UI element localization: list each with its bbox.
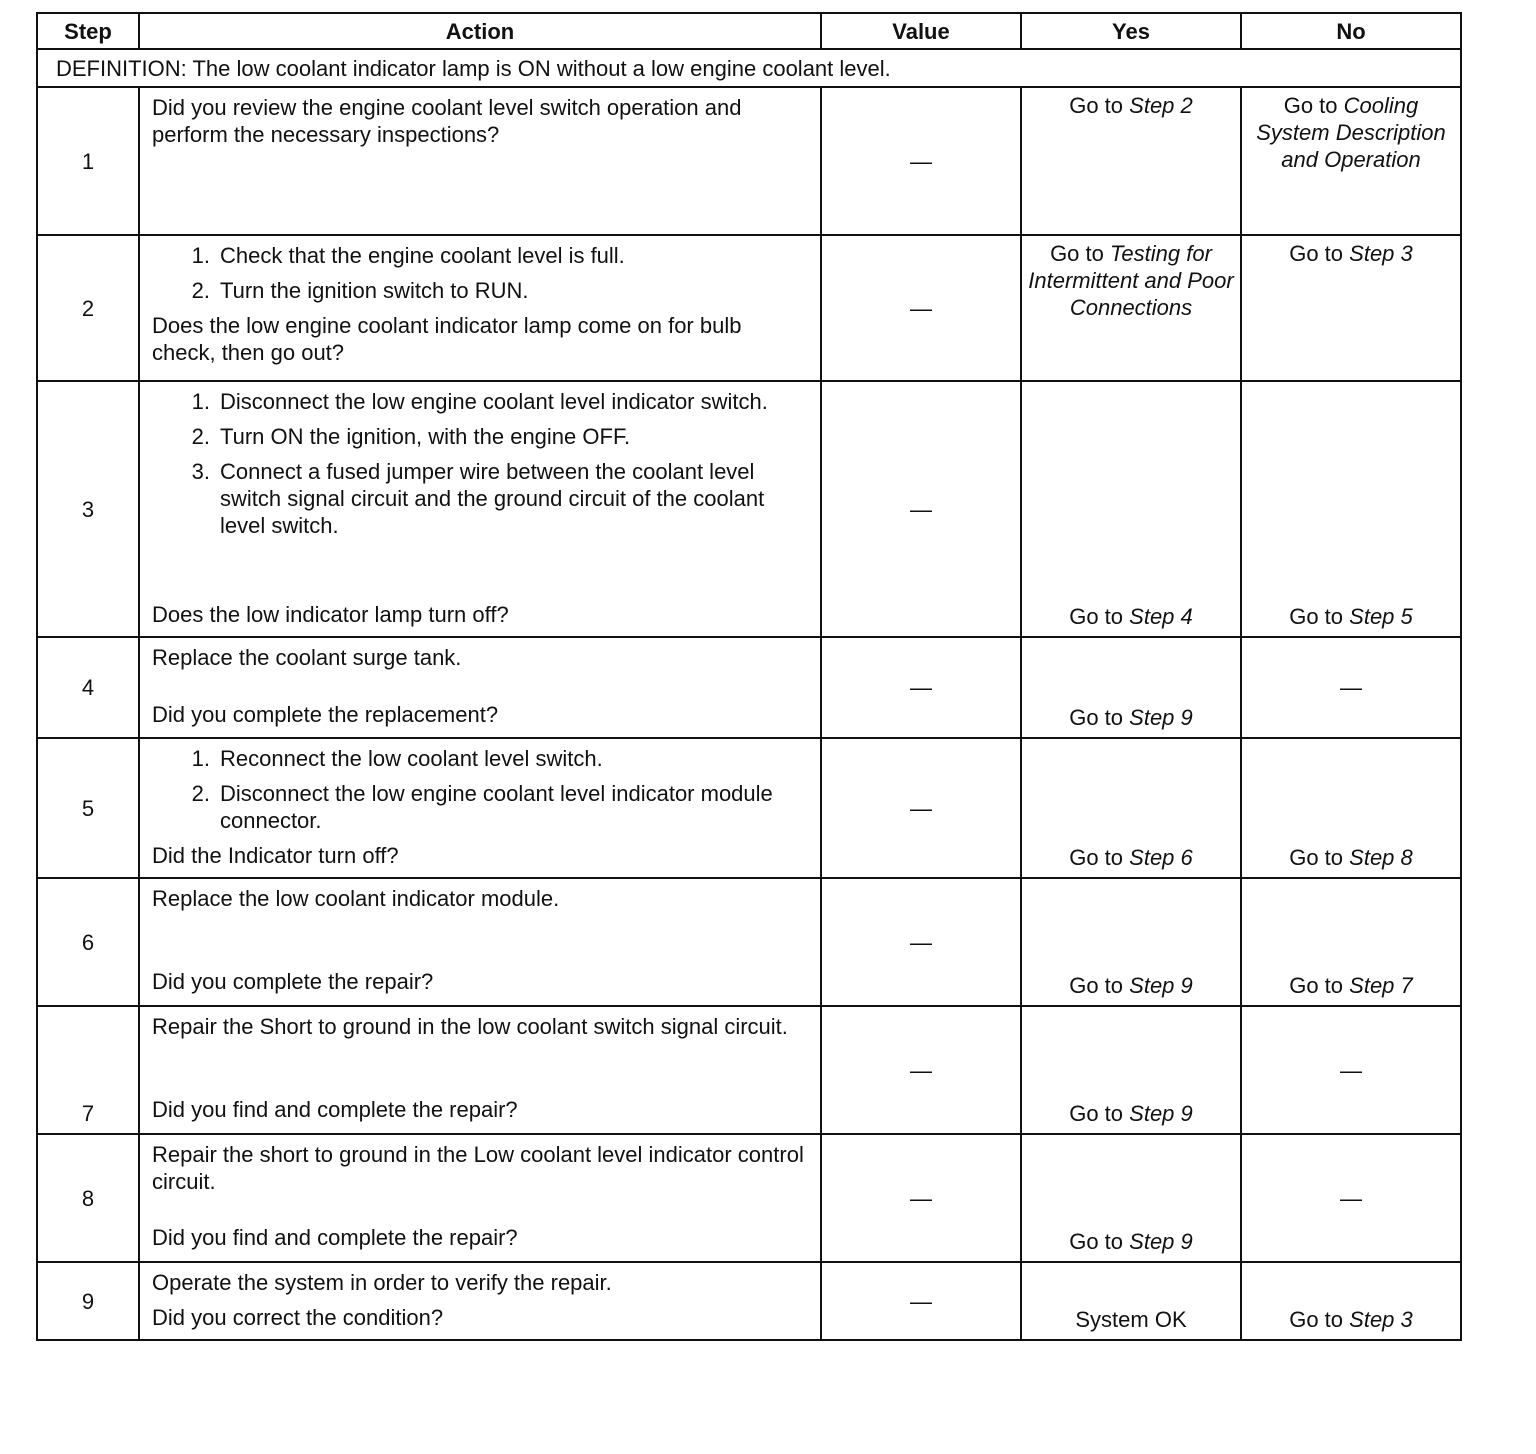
table-row xyxy=(37,235,1461,381)
action-cell xyxy=(139,878,821,1006)
header-row xyxy=(37,13,1461,49)
yes-cell xyxy=(1021,878,1241,1006)
step-number: 8 xyxy=(37,1134,139,1262)
yes-cell xyxy=(1021,1006,1241,1134)
action-question: Did you find and complete the repair? xyxy=(152,1225,518,1250)
action-instruction: Repair the short to ground in the Low coolant level indicator control circuit. xyxy=(152,1142,804,1194)
action-question: Did you find and complete the repair? xyxy=(152,1097,518,1122)
no-cell: — xyxy=(1241,637,1461,738)
action-step-item: 2. Disconnect the low engine coolant level indicator module connector. xyxy=(191,781,773,833)
value-cell: — xyxy=(821,235,1021,381)
action-question: Did you complete the repair? xyxy=(152,969,434,994)
action-cell xyxy=(139,738,821,878)
goto-label: Go to xyxy=(1069,93,1124,118)
no-link[interactable]: Step 7 xyxy=(1349,973,1413,998)
table-row xyxy=(37,1262,1461,1340)
header-step: Step xyxy=(37,13,139,49)
goto-label: Go to xyxy=(1283,93,1338,118)
definition-text: DEFINITION: The low coolant indicator lamp is ON without a low engine coolant level. xyxy=(37,49,1461,87)
no-link[interactable]: Step 3 xyxy=(1349,1307,1413,1332)
table-row xyxy=(37,637,1461,738)
action-cell xyxy=(139,235,821,381)
table-row xyxy=(37,381,1461,637)
yes-link[interactable]: Testing for Intermittent and Poor Connections xyxy=(1028,241,1234,320)
yes-result: System OK xyxy=(1075,1307,1187,1332)
step-number: 1 xyxy=(37,87,139,235)
action-question: Does the low engine coolant indicator lamp come on for bulb check, then go out? xyxy=(152,313,742,365)
yes-link[interactable]: Step 2 xyxy=(1129,93,1193,118)
table-row xyxy=(37,87,1461,235)
action-instruction: Repair the Short to ground in the low coolant switch signal circuit. xyxy=(152,1014,788,1039)
no-cell xyxy=(1241,381,1461,637)
action-steps xyxy=(152,745,810,834)
no-link[interactable]: Step 3 xyxy=(1349,241,1413,266)
step-number: 9 xyxy=(37,1262,139,1340)
action-question: Did you correct the condition? xyxy=(152,1305,444,1330)
table-row xyxy=(37,878,1461,1006)
action-cell xyxy=(139,381,821,637)
value-cell: — xyxy=(821,87,1021,235)
value-cell: — xyxy=(821,878,1021,1006)
header-value: Value xyxy=(821,13,1021,49)
step-number: 5 xyxy=(37,738,139,878)
action-question: Did the Indicator turn off? xyxy=(152,843,399,868)
diagnostic-table xyxy=(36,12,1462,1341)
yes-cell xyxy=(1021,738,1241,878)
action-instruction: Replace the coolant surge tank. xyxy=(152,645,462,670)
value-cell: — xyxy=(821,738,1021,878)
goto-label: Go to xyxy=(1069,845,1124,870)
action-cell xyxy=(139,1006,821,1134)
action-step-item: 1. Reconnect the low coolant level switch. xyxy=(191,746,603,771)
step-number: 6 xyxy=(37,878,139,1006)
yes-link[interactable]: Step 9 xyxy=(1129,973,1193,998)
header-no: No xyxy=(1241,13,1461,49)
value-cell: — xyxy=(821,1262,1021,1340)
no-cell xyxy=(1241,1262,1461,1340)
yes-link[interactable]: Step 9 xyxy=(1129,1229,1193,1254)
yes-link[interactable]: Step 9 xyxy=(1129,705,1193,730)
action-step-item: 1. Disconnect the low engine coolant level indicator switch. xyxy=(191,389,768,414)
yes-cell xyxy=(1021,381,1241,637)
action-step-item: 2. Turn ON the ignition, with the engine OFF. xyxy=(191,424,631,449)
action-steps xyxy=(152,242,810,304)
yes-link[interactable]: Step 4 xyxy=(1129,604,1193,629)
action-step-item: 3. Connect a fused jumper wire between the coolant level switch signal circuit and the ground circuit of the coolant level switch. xyxy=(191,459,765,538)
step-number: 7 xyxy=(37,1006,139,1134)
action-cell xyxy=(139,637,821,738)
value-cell: — xyxy=(821,637,1021,738)
header-yes: Yes xyxy=(1021,13,1241,49)
no-cell xyxy=(1241,87,1461,235)
yes-link[interactable]: Step 9 xyxy=(1129,1101,1193,1126)
action-steps xyxy=(152,388,810,547)
table-row xyxy=(37,1134,1461,1262)
yes-cell xyxy=(1021,87,1241,235)
yes-cell xyxy=(1021,637,1241,738)
no-cell xyxy=(1241,235,1461,381)
action-step-item: 1. Check that the engine coolant level is full. xyxy=(191,243,625,268)
step-number: 2 xyxy=(37,235,139,381)
goto-label: Go to xyxy=(1069,604,1124,629)
action-instruction: Operate the system in order to verify the repair. xyxy=(152,1270,612,1295)
no-cell: — xyxy=(1241,1006,1461,1134)
action-question: Did you complete the replacement? xyxy=(152,702,499,727)
action-cell xyxy=(139,87,821,235)
goto-label: Go to xyxy=(1069,973,1124,998)
step-number: 4 xyxy=(37,637,139,738)
no-link[interactable]: Step 5 xyxy=(1349,604,1413,629)
yes-cell xyxy=(1021,1134,1241,1262)
action-question: Does the low indicator lamp turn off? xyxy=(152,602,509,627)
definition-row xyxy=(37,49,1461,87)
goto-label: Go to xyxy=(1289,845,1344,870)
action-step-item: 2. Turn the ignition switch to RUN. xyxy=(191,278,529,303)
yes-cell xyxy=(1021,235,1241,381)
table-row xyxy=(37,738,1461,878)
goto-label: Go to xyxy=(1069,1229,1124,1254)
goto-label: Go to xyxy=(1069,1101,1124,1126)
yes-cell xyxy=(1021,1262,1241,1340)
goto-label: Go to xyxy=(1289,604,1344,629)
value-cell: — xyxy=(821,381,1021,637)
value-cell: — xyxy=(821,1134,1021,1262)
no-link[interactable]: Step 8 xyxy=(1349,845,1413,870)
action-question: Did you review the engine coolant level switch operation and perform the necessary inspections? xyxy=(152,95,742,147)
step-number: 3 xyxy=(37,381,139,637)
goto-label: Go to xyxy=(1289,241,1344,266)
no-link[interactable]: Cooling System Description and Operation xyxy=(1256,93,1446,172)
goto-label: Go to xyxy=(1050,241,1104,266)
no-cell: — xyxy=(1241,1134,1461,1262)
table-row xyxy=(37,1006,1461,1134)
action-instruction: Replace the low coolant indicator module. xyxy=(152,886,560,911)
no-cell xyxy=(1241,878,1461,1006)
header-action: Action xyxy=(139,13,821,49)
goto-label: Go to xyxy=(1289,973,1344,998)
goto-label: Go to xyxy=(1289,1307,1344,1332)
value-cell: — xyxy=(821,1006,1021,1134)
goto-label: Go to xyxy=(1069,705,1124,730)
action-cell xyxy=(139,1134,821,1262)
yes-link[interactable]: Step 6 xyxy=(1129,845,1193,870)
no-cell xyxy=(1241,738,1461,878)
action-cell xyxy=(139,1262,821,1340)
